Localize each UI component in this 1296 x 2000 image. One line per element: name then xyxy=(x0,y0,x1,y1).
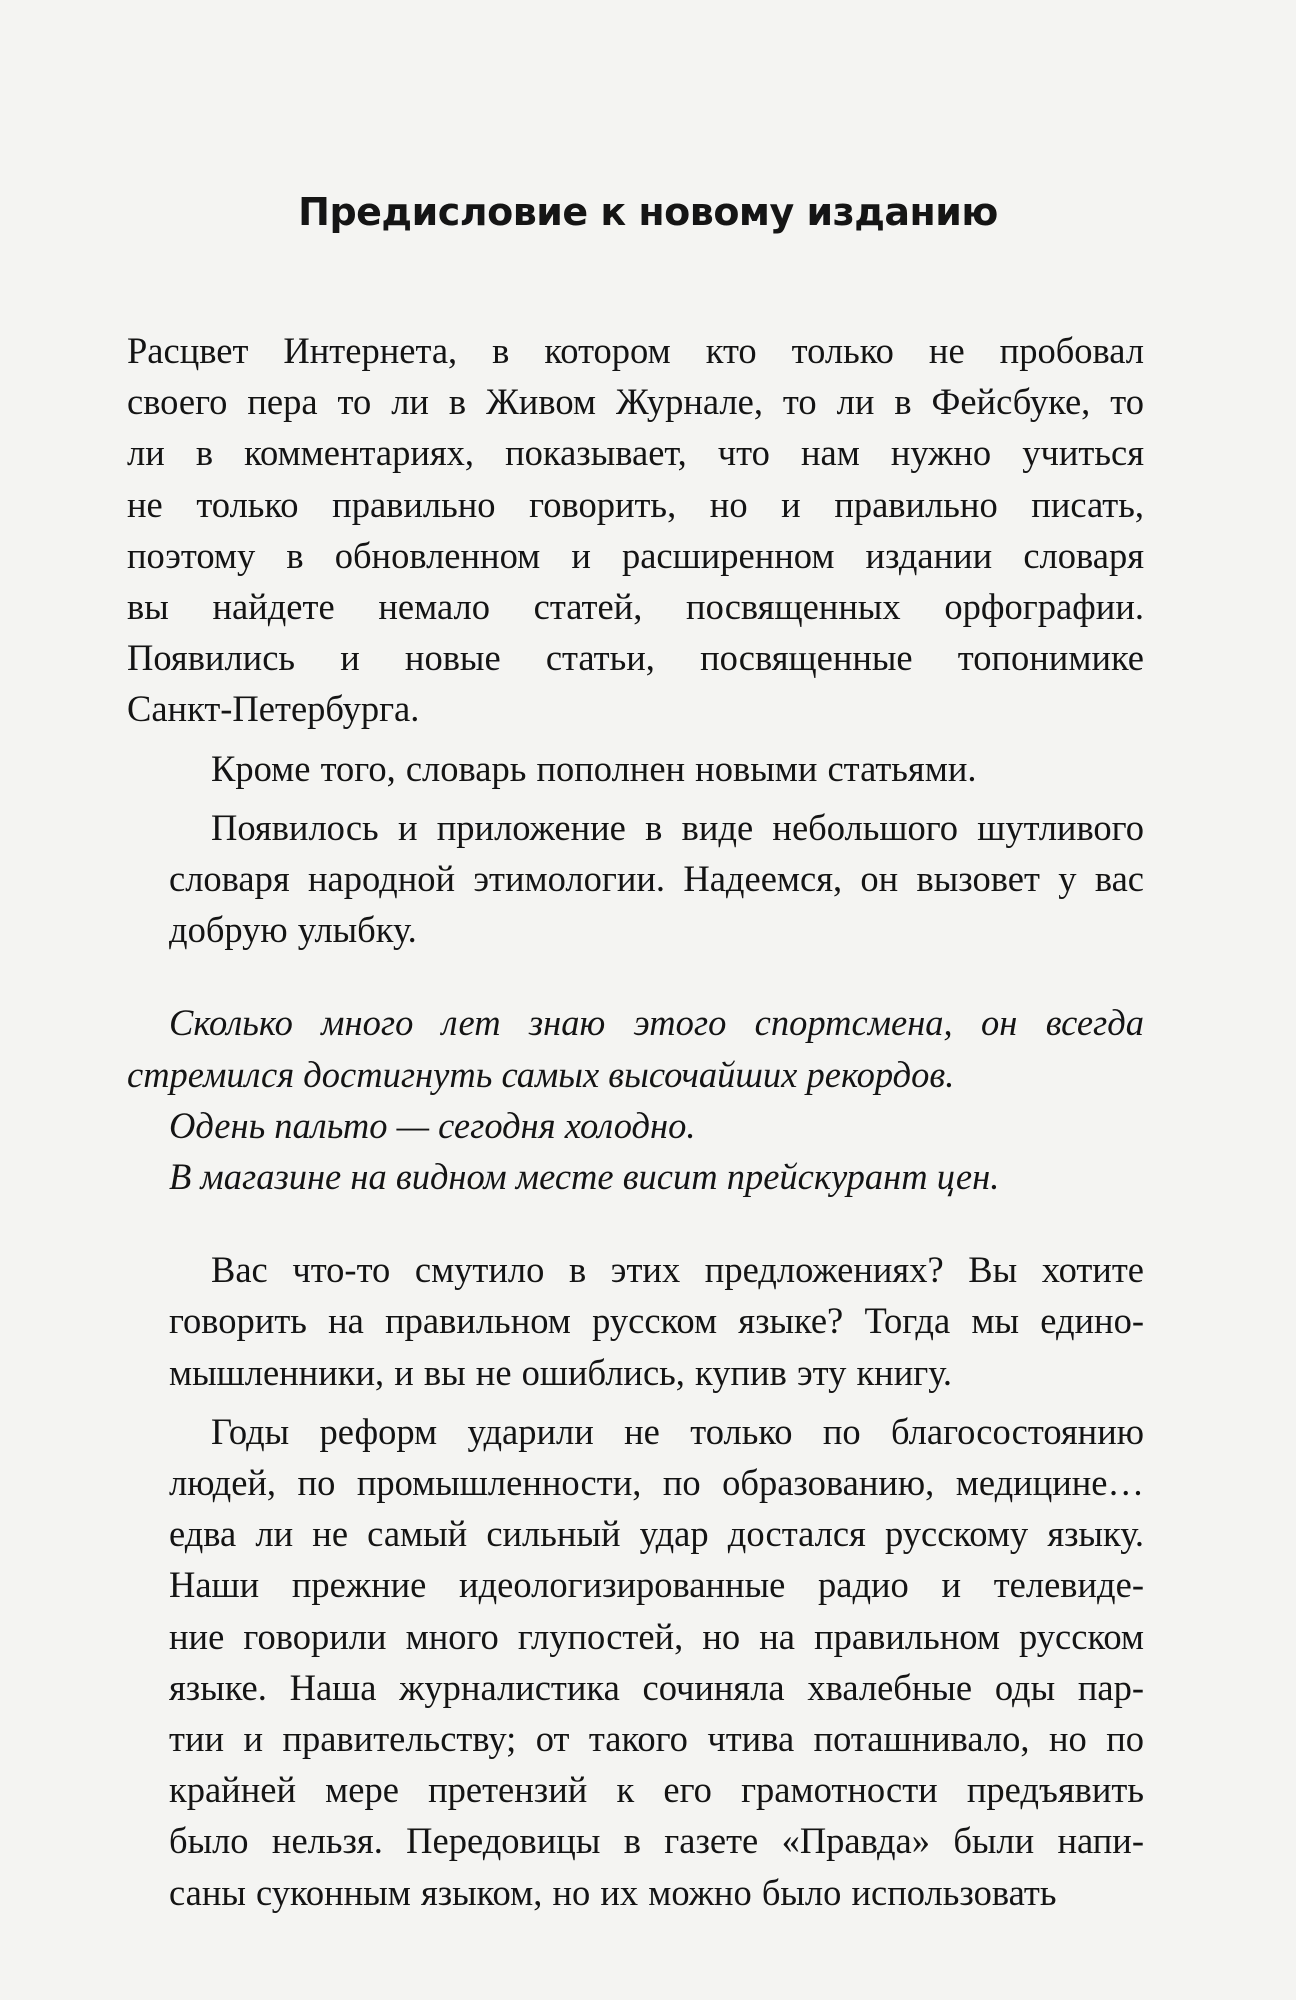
text-line: Кроме того, словарь пополнен новыми статьями. xyxy=(211,747,977,789)
text-line: саны суконным языком, но их можно было использовать xyxy=(169,1871,1057,1913)
text-line: не только правильно говорить, но и правильно писать, xyxy=(127,483,1144,525)
text-line: добрую улыбку. xyxy=(169,909,417,951)
example-line: В магазине на видном месте висит прейскурант цен. xyxy=(169,1156,1000,1198)
chapter-heading: Предисловие к новому изданию xyxy=(298,190,998,234)
text-line: Наши прежние идеологизированные радио и телевиде- xyxy=(169,1564,1144,1606)
paragraph xyxy=(127,1406,1144,1918)
text-line: мышленники, и вы не ошиблись, купив эту книгу. xyxy=(169,1351,952,1393)
top-paragraphs xyxy=(127,325,1144,955)
example-line: стремился достигнуть самых высочайших рекордов. xyxy=(127,1053,955,1095)
text-line: Появилось и приложение в виде небольшого шутливого xyxy=(211,806,1144,848)
example-line: Одень пальто — сегодня холодно. xyxy=(169,1104,696,1146)
text-line: Санкт-Петербурга. xyxy=(127,688,420,730)
example-sentences xyxy=(127,997,1144,1202)
paragraph xyxy=(127,1244,1144,1398)
text-line: Расцвет Интернета, в котором кто только не пробовал xyxy=(127,330,1144,371)
text-line: ли в комментариях, показывает, что нам нужно учиться xyxy=(127,432,1144,474)
text-line: вы найдете немало статей, посвященных орфографии. xyxy=(127,586,1144,628)
text-line: Появились и новые статьи, посвященные топонимике xyxy=(127,637,1144,679)
text-line: поэтому в обновленном и расширенном издании словаря xyxy=(127,534,1144,576)
paragraph xyxy=(127,325,1144,735)
body-text xyxy=(127,325,1144,1918)
text-line: людей, по промышленности, по образованию, медицине… xyxy=(169,1462,1144,1504)
text-line: тии и правительству; от такого чтива поташнивало, но по xyxy=(169,1718,1144,1760)
bottom-paragraphs xyxy=(127,1244,1144,1918)
text-line: Годы реформ ударили не только по благосостоянию xyxy=(211,1410,1144,1452)
text-line: ние говорили много глупостей, но на правильном русском xyxy=(169,1615,1144,1657)
text-line: крайней мере претензий к его грамотности предъявить xyxy=(169,1769,1144,1811)
text-line: своего пера то ли в Живом Журнале, то ли в Фейсбуке, то xyxy=(127,381,1144,423)
text-line: едва ли не самый сильный удар достался русскому языку. xyxy=(169,1513,1144,1555)
text-line: Вас что-то смутило в этих предложениях? Вы хотите xyxy=(211,1249,1144,1291)
text-line: языке. Наша журналистика сочиняла хвалебные оды пар- xyxy=(169,1666,1144,1708)
text-line: было нельзя. Передовицы в газете «Правда» были напи- xyxy=(169,1820,1144,1862)
example-line: Сколько много лет знаю этого спортсмена, он всегда xyxy=(169,1002,1144,1044)
text-line: говорить на правильном русском языке? Тогда мы едино- xyxy=(169,1300,1144,1342)
text-line: словаря народной этимологии. Надеемся, он вызовет у вас xyxy=(169,858,1144,900)
paragraph xyxy=(127,802,1144,956)
paragraph xyxy=(127,743,1144,794)
